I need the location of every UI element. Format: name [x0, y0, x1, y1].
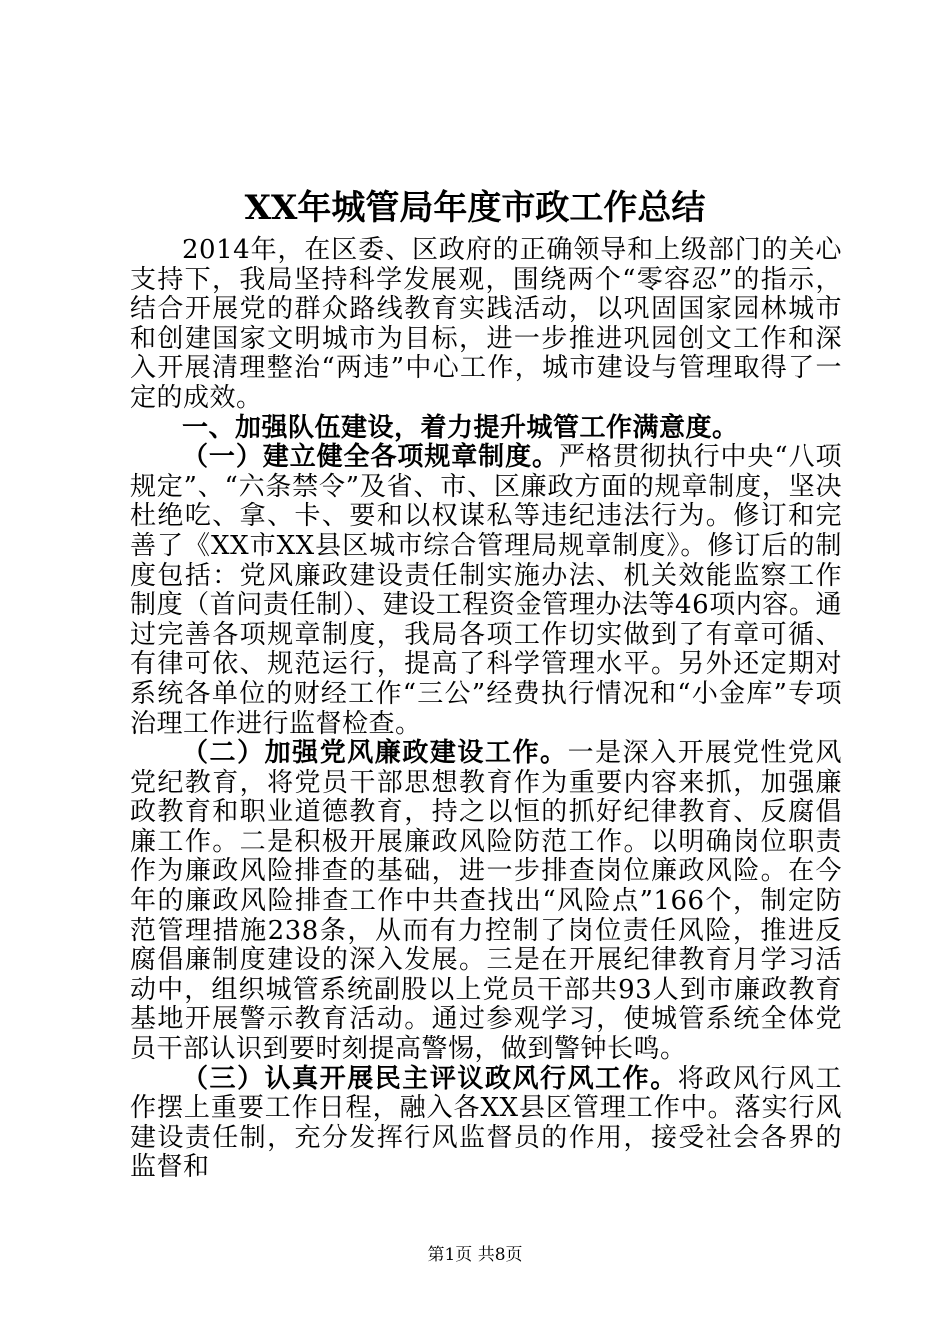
item-paragraph-3 — [130, 1065, 842, 1183]
item-paragraph-1 — [130, 443, 842, 739]
item-text-2: 一是深入开展党性党风党纪教育，将党员干部思想教育作为重要内容来抓，加强廉政教育和职业道德教育，持之以恒的抓好纪律教育、反腐倡廉工作。二是积极开展廉政风险防范工作。以明确岗位职责作为廉政风险排查的基础，进一步排查岗位廉政风险。在今年的廉政风险排查工作中共查找出“风险点”166个，制定防范管理措施238条，从而有力控制了岗位责任风险，推进反腐倡廉制度建设的深入发展。三是在开展纪律教育月学习活动中，组织城管系统副股以上党员干部共93人到市廉政教育基地开展警示教育活动。通过参观学习，使城管系统全体党员干部认识到要时刻提高警惕，做到警钟长鸣。 — [130, 738, 842, 1065]
document-body — [130, 236, 842, 1183]
item-text-1: 严格贯彻执行中央“八项规定”、“六条禁令”及省、市、区廉政方面的规章制度，坚决杜绝吃、拿、卡、要和以权谋私等违纪违法行为。修订和完善了《XX市XX县区城市综合管理局规章制度》。修订后的制度包括：党风廉政建设责任制实施办法、机关效能监察工作制度（首问责任制）、建设工程资金管理办法等46项内容。通过完善各项规章制度，我局各项工作切实做到了有章可循、有律可依、规范运行，提高了科学管理水平。另外还定期对系统各单位的财经工作“三公”经费执行情况和“小金库”专项治理工作进行监督检查。 — [130, 442, 842, 739]
document-title: XX年城管局年度市政工作总结 — [244, 188, 706, 228]
section-heading-1: 一、加强队伍建设，着力提升城管工作满意度。 — [182, 412, 739, 443]
item-text-3: 将政风行风工作摆上重要工作日程，融入各XX县区管理工作中。落实行风建设责任制，充分发挥行风监督员的作用，接受社会各界的监督和 — [130, 1063, 842, 1183]
item-heading-3: （三）认真开展民主评议政风行风工作。 — [182, 1063, 678, 1094]
item-paragraph-2 — [130, 739, 842, 1065]
page-footer: 第1页 共8页 — [427, 1245, 523, 1265]
intro-paragraph: 2014年，在区委、区政府的正确领导和上级部门的关心支持下，我局坚持科学发展观，围绕两个“零容忍”的指示，结合开展党的群众路线教育实践活动，以巩固国家园林城市和创建国家文明城市为目标，进一步推进巩园创文工作和深入开展清理整治“两违”中心工作，城市建设与管理取得了一定的成效。 — [130, 235, 842, 413]
item-heading-1: （一）建立健全各项规章制度。 — [182, 442, 559, 473]
item-heading-2: （二）加强党风廉政建设工作。 — [182, 738, 568, 769]
